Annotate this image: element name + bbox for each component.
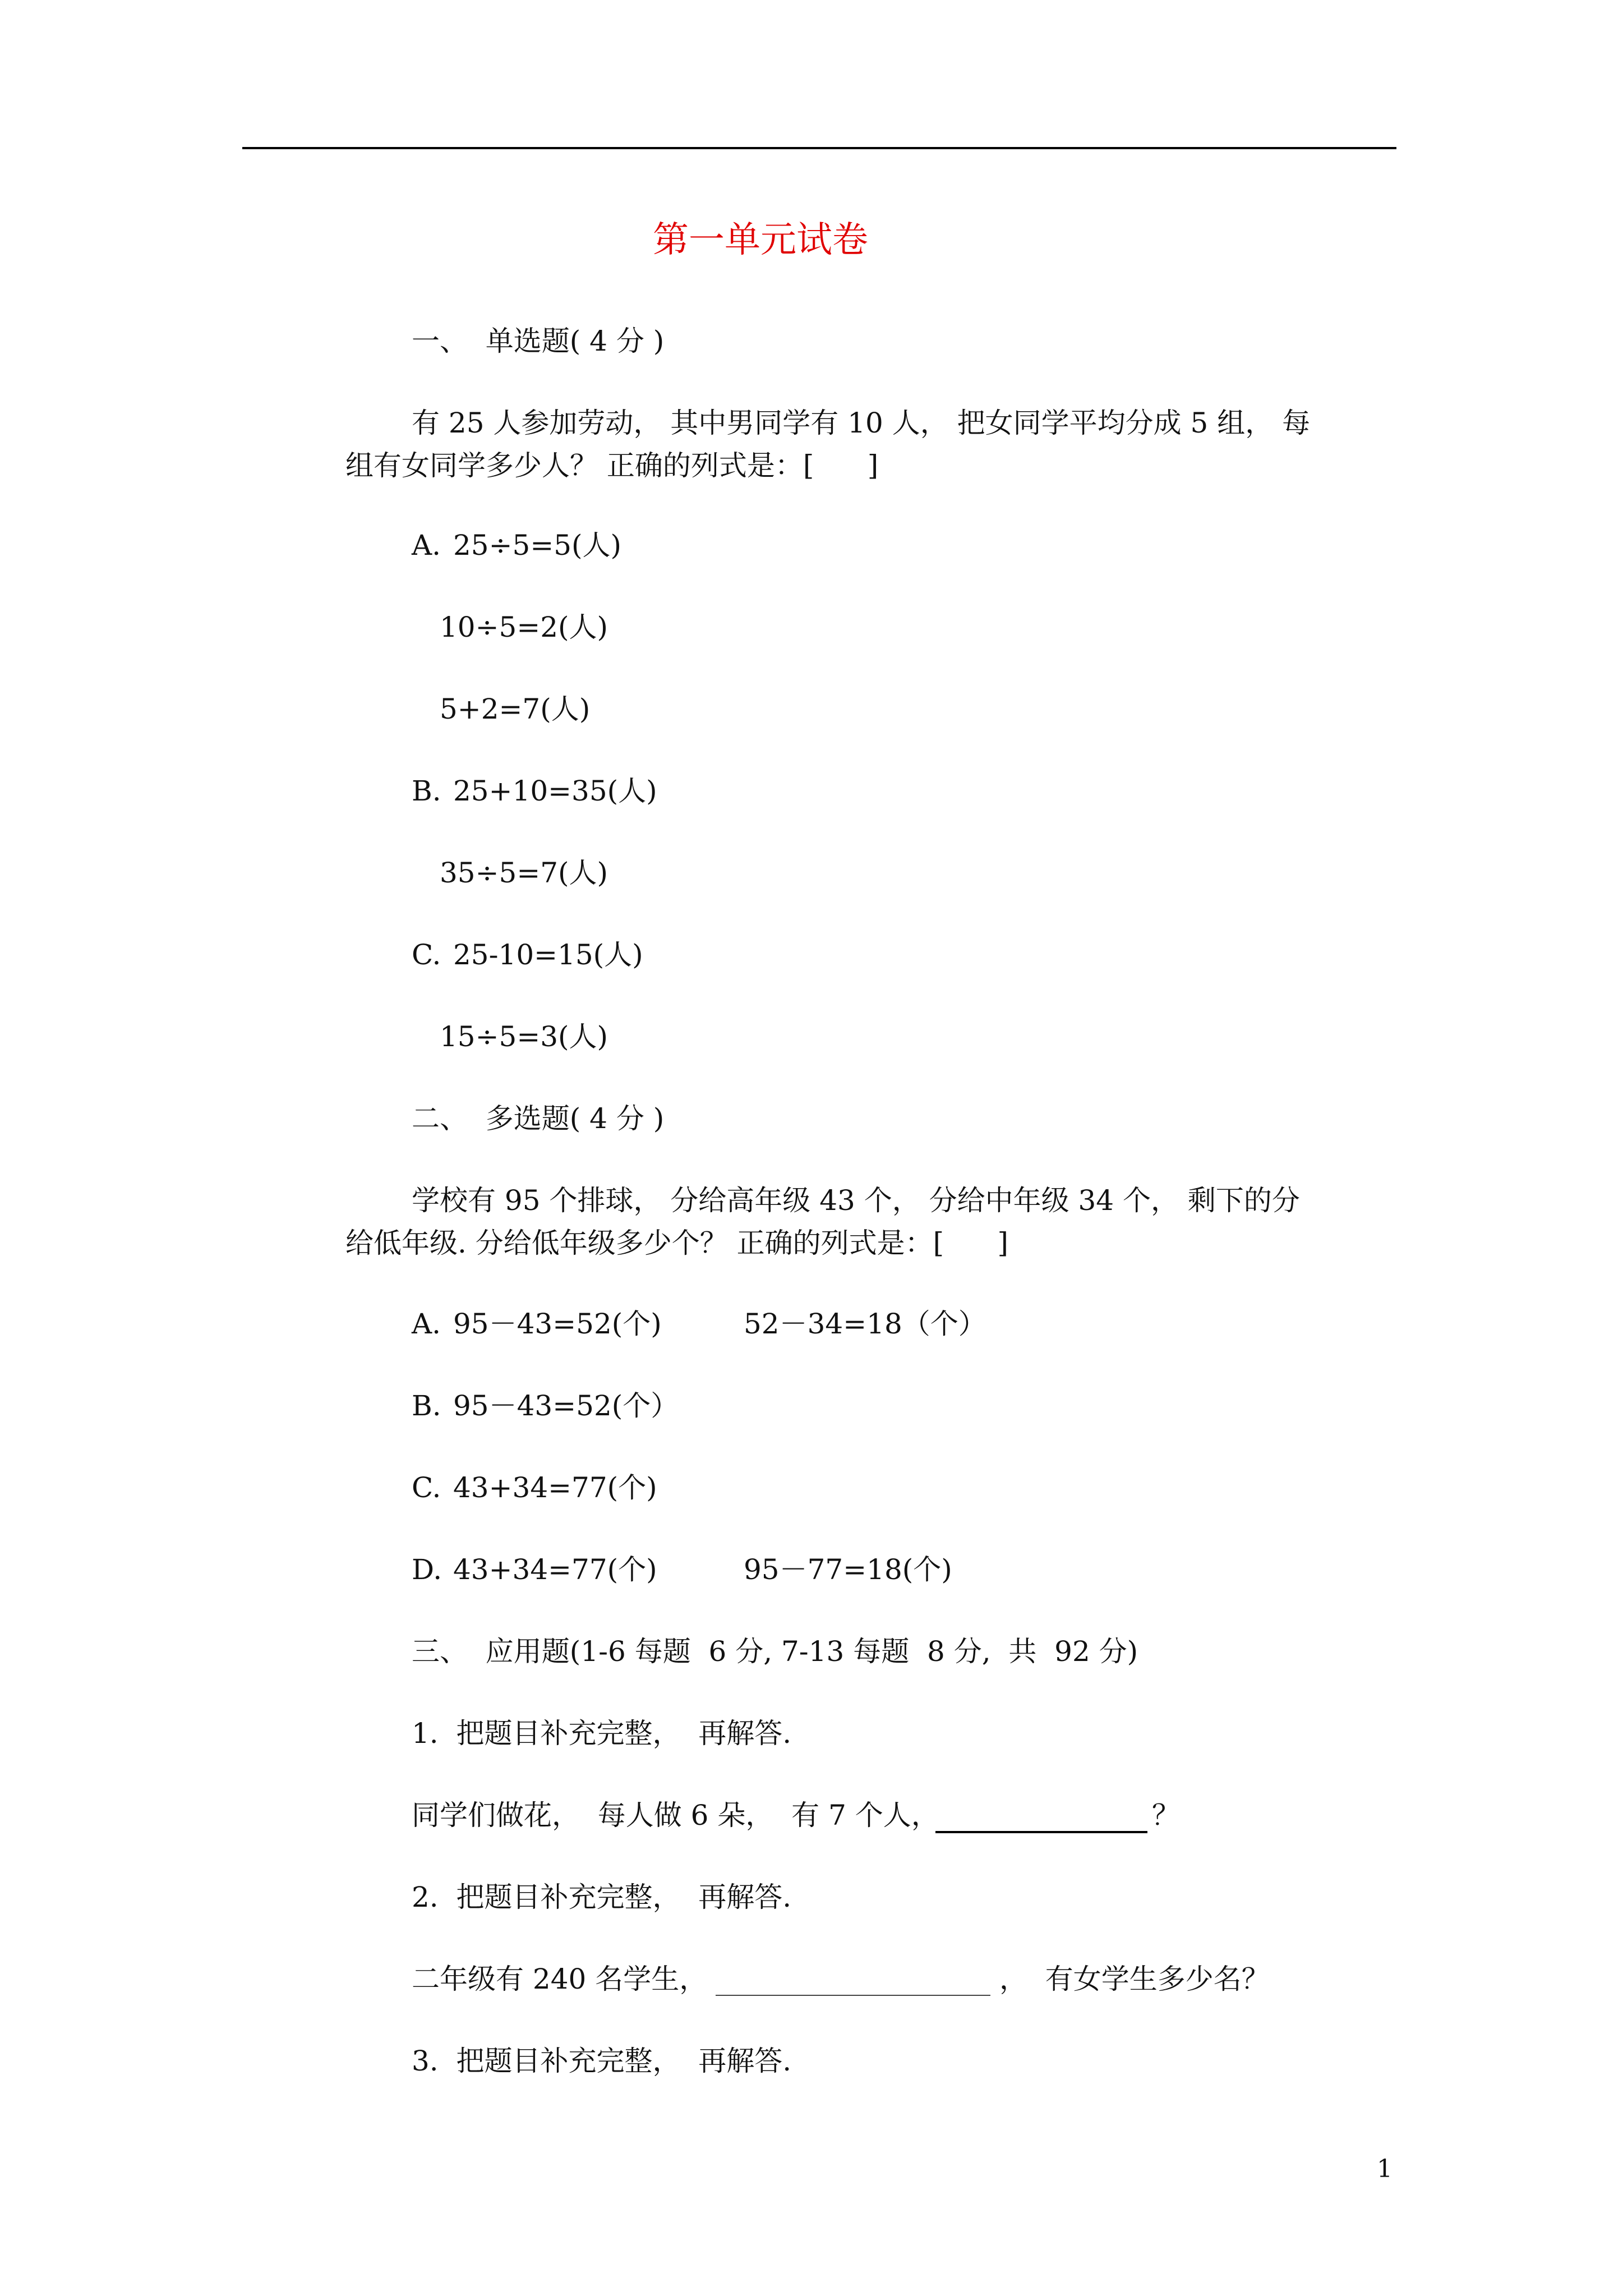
section3-item1-text: 同学们做花， 每人做 6 朵， 有 7 个人， [412,1799,939,1832]
section1-option-c-label: C. [412,938,441,971]
section1-question-line2: 组有女同学多少人？ 正确的列式是：[ ] [345,449,879,482]
section3-item1-answer-blank[interactable] [935,1831,1147,1833]
section2-option-d-part2: 95－77=18(个) [744,1553,952,1586]
section3-item2-text-after: ， 有女学生多少名？ [999,1963,1270,1995]
section3-item1-text-after: ？ [1152,1799,1180,1832]
section2-option-c-part1: 43+34=77(个) [453,1471,657,1504]
section1-option-c-line1: 25-10=15(人) [453,938,643,971]
section2-option-a-part2: 52－34=18（个） [744,1308,986,1340]
section1-option-b-line1: 25+10=35(人) [453,775,657,807]
section1-option-a-label: A. [412,529,441,562]
section1-option-a-line2: 10÷5=2(人) [440,611,608,643]
section3-item2-answer-blank[interactable] [716,1995,990,1996]
section3-item1-instruction: 1. 把题目补充完整， 再解答. [412,1717,792,1750]
section2-question-line2: 给低年级. 分给低年级多少个？ 正确的列式是：[ ] [345,1227,1009,1259]
section1-option-c-line2: 15÷5=3(人) [440,1020,608,1053]
section2-option-a-part1: 95－43=52(个) [453,1308,662,1340]
section1-option-b-line2: 35÷5=7(人) [440,857,608,889]
section2-option-d-label: D. [412,1553,442,1586]
section2-option-d-part1: 43+34=77(个) [453,1553,657,1586]
section2-option-b-part1: 95－43=52(个） [453,1389,679,1422]
section3-item2-instruction: 2. 把题目补充完整， 再解答. [412,1881,792,1913]
section3-heading: 三、 应用题(1-6 每题 6 分, 7-13 每题 8 分, 共 92 分) [412,1635,1138,1668]
section1-option-a-line3: 5+2=7(人) [440,693,591,725]
section1-option-b-label: B. [412,775,441,807]
section2-option-a-label: A. [412,1308,441,1340]
section1-question-line1: 有 25 人参加劳动， 其中男同学有 10 人， 把女同学平均分成 5 组， 每 [412,407,1311,439]
page-title: 第一单元试卷 [653,219,868,261]
section2-option-c-label: C. [412,1471,441,1504]
section1-option-a-line1: 25÷5=5(人) [453,529,622,562]
section3-item2-text: 二年级有 240 名学生， [412,1963,708,1995]
section2-option-b-label: B. [412,1389,441,1422]
section2-question-line1: 学校有 95 个排球， 分给高年级 43 个， 分给中年级 34 个， 剩下的分 [412,1184,1300,1217]
section1-heading: 一、 单选题( 4 分 ) [412,325,665,357]
page-number: 1 [1377,2155,1393,2183]
section3-item3-instruction: 3. 把题目补充完整， 再解答. [412,2045,792,2077]
section2-heading: 二、 多选题( 4 分 ) [412,1102,665,1135]
header-rule [242,147,1396,149]
